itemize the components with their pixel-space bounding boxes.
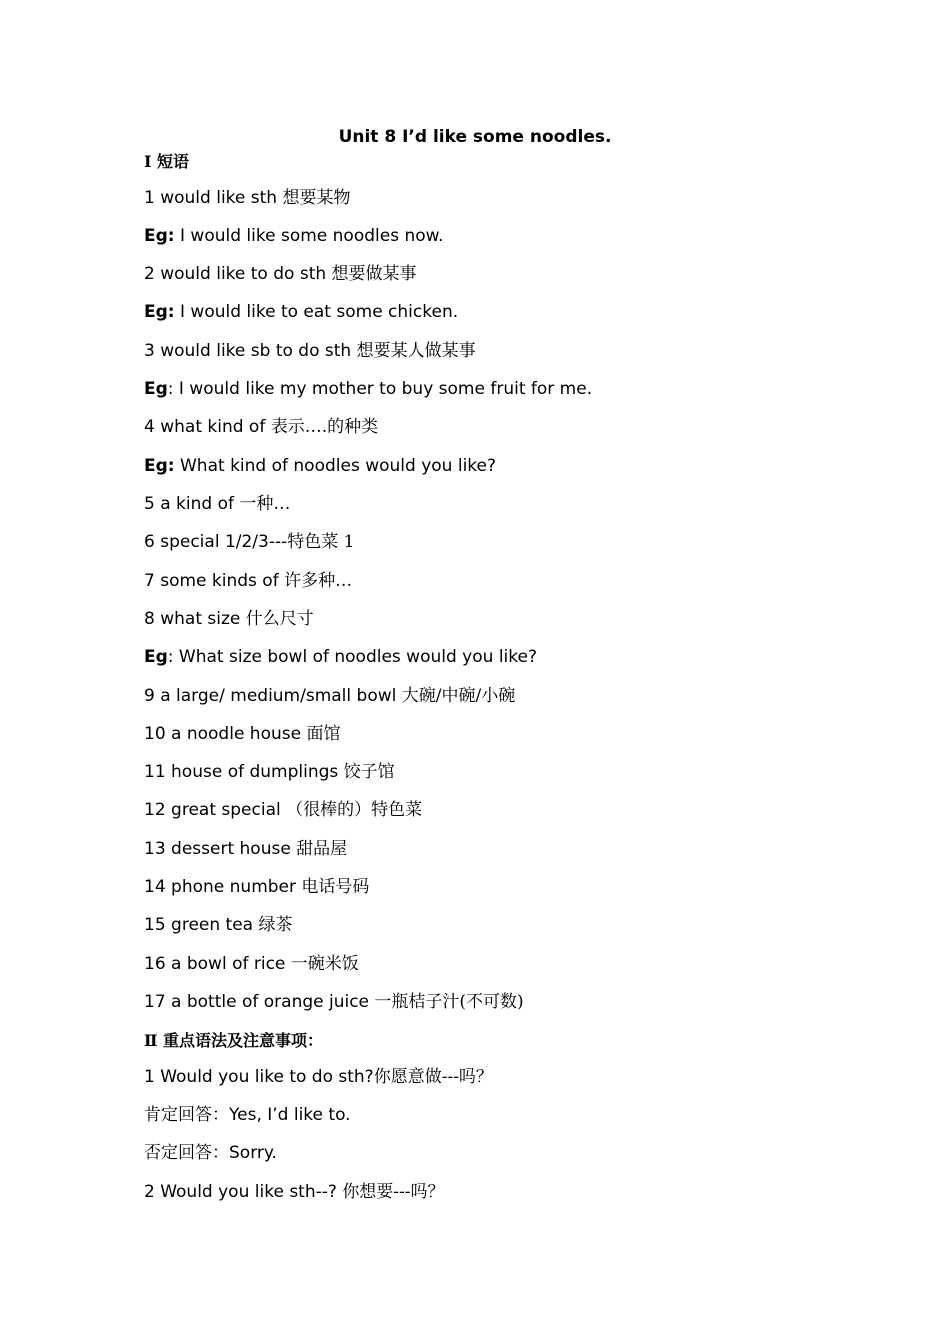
phrase-english: 6 special 1/2/3--- xyxy=(144,532,288,552)
phrase-chinese: 大碗/中碗/小碗 xyxy=(401,686,516,706)
phrase-chinese: 表示….的种类 xyxy=(270,417,379,437)
phrase-chinese: 什么尺寸 xyxy=(245,609,314,629)
section-heading-grammar: Ⅱ 重点语法及注意事项： xyxy=(144,1031,324,1050)
phrase-english: 13 dessert house xyxy=(144,839,297,859)
example-line xyxy=(144,378,592,400)
phrase-english: 16 a bowl of rice xyxy=(144,954,291,974)
phrase-line xyxy=(144,914,292,936)
example-line xyxy=(144,301,458,323)
example-label: Eg xyxy=(144,379,168,399)
phrase-chinese: 特色菜 1 xyxy=(287,532,355,552)
grammar-english: Yes, I’d like to. xyxy=(229,1105,351,1125)
phrase-chinese: 甜品屋 xyxy=(296,839,348,859)
phrase-line xyxy=(144,838,347,860)
phrase-chinese: 一碗米饭 xyxy=(290,954,359,974)
phrase-line xyxy=(144,761,395,783)
phrase-line xyxy=(144,991,524,1013)
phrase-chinese: 许多种… xyxy=(284,571,353,591)
phrase-line xyxy=(144,493,290,515)
example-label: Eg: xyxy=(144,456,175,476)
phrase-line xyxy=(144,876,369,898)
grammar-chinese: 你想要---吗？ xyxy=(342,1182,445,1202)
example-text: : I would like my mother to buy some fruit for me. xyxy=(167,379,593,399)
phrase-line xyxy=(144,799,422,821)
phrase-line xyxy=(144,263,417,285)
phrase-chinese: 绿茶 xyxy=(258,915,293,935)
phrase-line xyxy=(144,570,352,592)
phrase-line xyxy=(144,953,359,975)
phrase-chinese: （很棒的）特色菜 xyxy=(286,800,423,820)
grammar-line xyxy=(144,1142,277,1164)
grammar-english: 1 Would you like to do sth? xyxy=(144,1067,374,1087)
phrase-chinese: 想要某物 xyxy=(282,188,351,208)
grammar-english: Sorry. xyxy=(229,1143,277,1163)
phrase-english: 9 a large/ medium/small bowl xyxy=(144,686,402,706)
example-line xyxy=(144,225,443,247)
phrase-english: 4 what kind of xyxy=(144,417,271,437)
phrase-line xyxy=(144,340,476,362)
section-heading-phrases: Ⅰ 短语 xyxy=(144,152,190,171)
example-label: Eg: xyxy=(144,226,175,246)
phrase-chinese: 想要某人做某事 xyxy=(356,341,476,361)
phrase-line xyxy=(144,685,515,707)
example-label: Eg: xyxy=(144,302,175,322)
phrase-english: 10 a noodle house xyxy=(144,724,307,744)
grammar-english: 2 Would you like sth--? xyxy=(144,1182,343,1202)
phrase-line xyxy=(144,723,340,745)
phrase-chinese: 一种… xyxy=(239,494,291,514)
phrase-english: 17 a bottle of orange juice xyxy=(144,992,375,1012)
grammar-chinese: 否定回答： xyxy=(144,1143,229,1163)
example-text: What kind of noodles would you like? xyxy=(174,456,497,476)
phrase-chinese: 饺子馆 xyxy=(343,762,395,782)
grammar-chinese: 肯定回答： xyxy=(144,1105,229,1125)
phrase-chinese: 面馆 xyxy=(306,724,341,744)
example-text: I would like to eat some chicken. xyxy=(174,302,459,322)
phrase-line xyxy=(144,416,378,438)
phrase-chinese: 想要做某事 xyxy=(331,264,417,284)
example-line xyxy=(144,455,496,477)
phrase-chinese: 一瓶桔子汁(不可数) xyxy=(374,992,524,1012)
phrase-chinese: 电话号码 xyxy=(301,877,370,897)
phrase-english: 2 would like to do sth xyxy=(144,264,332,284)
phrase-english: 11 house of dumplings xyxy=(144,762,344,782)
grammar-line xyxy=(144,1104,351,1126)
example-text: I would like some noodles now. xyxy=(174,226,444,246)
example-text: : What size bowl of noodles would you like? xyxy=(167,647,537,667)
phrase-line xyxy=(144,187,350,209)
phrase-english: 5 a kind of xyxy=(144,494,240,514)
phrase-english: 14 phone number xyxy=(144,877,302,897)
example-line xyxy=(144,646,537,668)
phrase-english: 8 what size xyxy=(144,609,246,629)
phrase-english: 15 green tea xyxy=(144,915,259,935)
phrase-line xyxy=(144,531,354,553)
grammar-chinese: 你愿意做---吗？ xyxy=(373,1067,493,1087)
example-label: Eg xyxy=(144,647,168,667)
grammar-line xyxy=(144,1181,445,1203)
phrase-english: 12 great special xyxy=(144,800,287,820)
phrase-english: 3 would like sb to do sth xyxy=(144,341,357,361)
phrase-english: 7 some kinds of xyxy=(144,571,285,591)
phrase-line xyxy=(144,608,314,630)
grammar-line xyxy=(144,1066,493,1088)
page-title: Unit 8 I’d like some noodles. xyxy=(338,127,612,147)
phrase-english: 1 would like sth xyxy=(144,188,283,208)
